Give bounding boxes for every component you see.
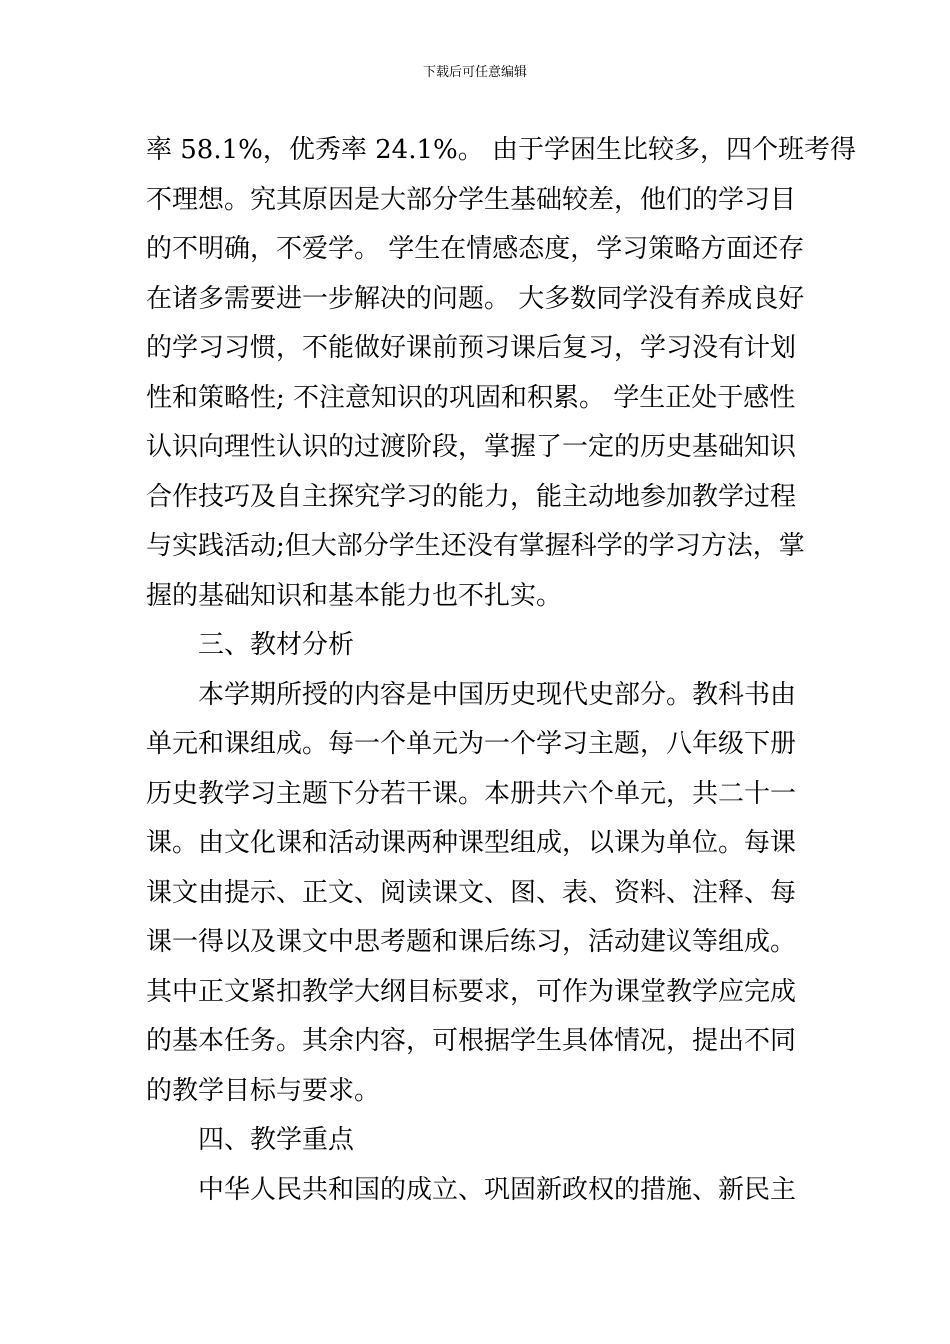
text-line: 的教学目标与要求。 [146,1075,381,1106]
text-line: 的学习习惯，不能做好课前预习课后复习，学习没有计划 [146,333,797,363]
text-line: 其中正文紧扣教学大纲目标要求，可作为课堂教学应完成 [146,976,797,1007]
text-line: 率 58.1%，优秀率 24.1%。 由于学困生比较多，四个班考得 [146,135,856,165]
text-line: 性和策略性; 不注意知识的巩固和积累。 学生正处于感性 [146,382,796,413]
text-line: 的基本任务。其余内容，可根据学生具体情况，提出不同 [146,1026,797,1056]
text-line: 认识向理性认识的过渡阶段，掌握了一定的历史基础知识 [146,432,797,462]
text-line: 握的基础知识和基本能力也不扎实。 [146,580,563,611]
text-line: 在诸多需要进一步解决的问题。 大多数同学没有养成良好 [146,283,805,314]
text-line: 本学期所授的内容是中国历史现代史部分。教科书由 [198,679,797,710]
text-line: 三、教材分析 [198,630,355,660]
text-line: 中华人民共和国的成立、巩固新政权的措施、新民主 [198,1174,797,1205]
text-line: 的不明确，不爱学。 学生在情感态度，学习策略方面还存 [146,234,805,264]
text-line: 课文由提示、正文、阅读课文、图、表、资料、注释、每 [146,877,797,908]
text-line: 课。由文化课和活动课两种课型组成，以课为单位。每课 [146,828,797,858]
document-body [146,126,856,1215]
text-line: 课一得以及课文中思考题和课后练习，活动建议等组成。 [146,927,797,957]
page-header: 下载后可任意编辑 [422,65,527,80]
text-line: 四、教学重点 [198,1125,355,1155]
text-line: 合作技巧及自主探究学习的能力，能主动地参加教学过程 [146,481,797,512]
text-line: 不理想。究其原因是大部分学生基础较差，他们的学习目 [146,184,797,215]
text-line: 单元和课组成。每一个单元为一个学习主题，八年级下册 [146,729,797,759]
text-line: 与实践活动;但大部分学生还没有掌握科学的学习方法，掌 [146,531,805,561]
text-line: 历史教学习主题下分若干课。本册共六个单元，共二十一 [146,778,797,809]
